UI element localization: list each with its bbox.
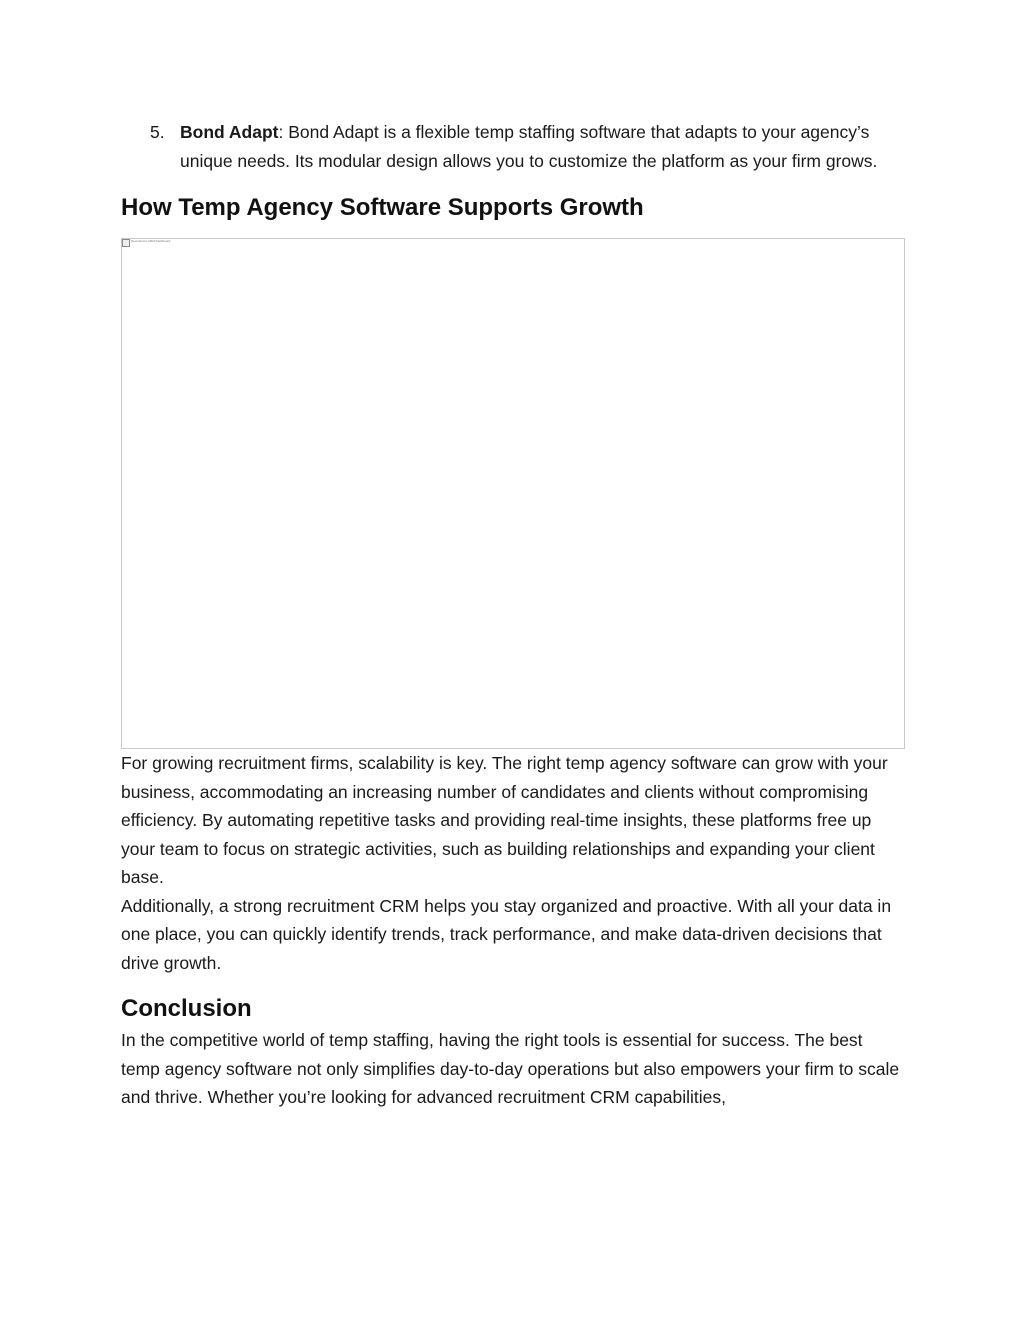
document-page: [121, 118, 905, 1112]
list-item-title: Bond Adapt: [180, 122, 279, 142]
section-heading-growth: How Temp Agency Software Supports Growth: [121, 194, 644, 221]
paragraph-scalability: For growing recruitment firms, scalability is key. The right temp agency software can grow with your business, accommodating an increasing number of candidates and clients without compromising efficiency. By automating repetitive tasks and providing real-time insights, these platforms free up your team to focus on strategic activities, such as building relationships and expanding your client base.: [121, 753, 888, 887]
image-alt-text: Recruitment CRM Dashboard: [131, 239, 171, 243]
paragraph-conclusion: In the competitive world of temp staffing, having the right tools is essential for success. The best temp agency software not only simplifies day-to-day operations but also empowers your firm to scale and thrive. Whether you’re looking for advanced recruitment CRM capabilities,: [121, 1030, 900, 1107]
broken-image-icon: [122, 239, 130, 247]
paragraph-additionally: Additionally, a strong recruitment CRM helps you stay organized and proactive. With all your data in one place, you can quickly identify trends, track performance, and make data-driven decisions that drive growth.: [121, 895, 892, 973]
list-item-bond-adapt: [121, 118, 905, 175]
image-placeholder: [121, 238, 905, 749]
list-item-text: : Bond Adapt is a flexible temp staffing software that adapts to your agency’s unique needs. Its modular design allows you to customize the platform as your firm grows.: [180, 122, 878, 171]
section-heading-conclusion: Conclusion: [121, 995, 252, 1022]
list-number: 5.: [150, 122, 165, 142]
